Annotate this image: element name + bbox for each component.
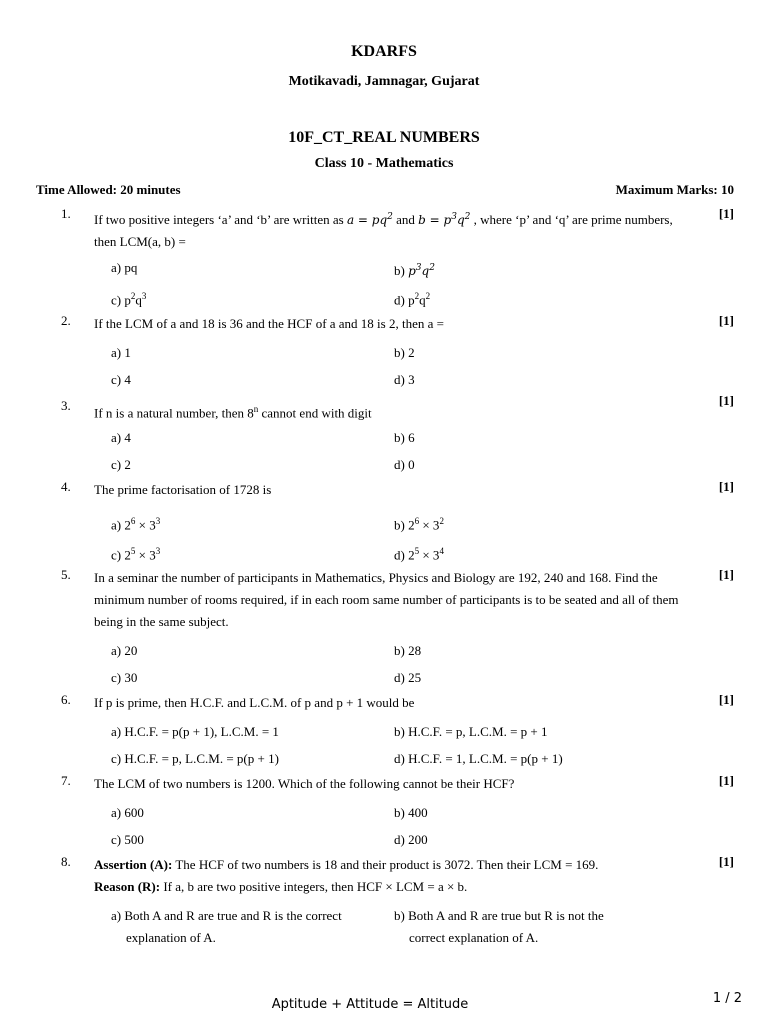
option-b[interactable]: b) H.C.F. = p, L.C.M. = p + 1 — [394, 724, 548, 739]
question-marks: [1] — [718, 313, 734, 328]
question-marks: [1] — [718, 773, 734, 788]
assertion-label: Assertion (A): — [94, 857, 173, 872]
option-a[interactable]: a) pq — [111, 260, 138, 275]
option-c[interactable]: c) $p^2q^3$ — [111, 291, 147, 308]
option-a[interactable]: a) 1 — [111, 345, 131, 360]
option-a[interactable]: a) $2^6 \times 3^3$ — [111, 516, 161, 533]
option-c[interactable]: c) H.C.F. = p, L.C.M. = p(p + 1) — [111, 751, 279, 766]
page-number: 1 / 2 — [712, 991, 742, 1006]
option-d[interactable]: d) $2^5 \times 3^4$ — [394, 546, 444, 563]
option-d[interactable]: d) H.C.F. = 1, L.C.M. = p(p + 1) — [394, 751, 563, 766]
paper-subject: Class 10 - Mathematics — [314, 156, 454, 171]
question-text — [94, 854, 706, 898]
maximum-marks: Maximum Marks: 10 — [615, 182, 734, 197]
option-c[interactable]: c) 500 — [111, 832, 144, 847]
option-b[interactable]: b) $p^3q^2$ — [394, 263, 435, 278]
option-b[interactable]: b) $2^6 \times 3^2$ — [394, 516, 444, 533]
option-a[interactable]: a) 4 — [111, 430, 131, 445]
question-text: The prime factorisation of 1728 is — [94, 482, 272, 497]
question-text: If the LCM of a and 18 is 36 and the HCF of a and 18 is 2, then a = — [94, 316, 444, 331]
question-number: 5. — [61, 567, 71, 582]
question-marks: [1] — [718, 854, 734, 869]
question-text: If two positive integers ‘a’ and ‘b’ are written as $a = pq^2$ and $b = p^3q^2$ , where ‘p’ and ‘q’ are prime numbers, then LCM(a, b) = — [94, 212, 673, 249]
question-marks: [1] — [718, 567, 734, 582]
question-number: 1. — [61, 206, 71, 221]
question-number: 2. — [61, 313, 71, 328]
option-c[interactable]: c) $2^5 \times 3^3$ — [111, 546, 161, 563]
question-text: If p is prime, then H.C.F. and L.C.M. of p and p + 1 would be — [94, 695, 415, 710]
option-d[interactable]: d) 0 — [394, 457, 415, 472]
option-a[interactable]: a) 600 — [111, 805, 144, 820]
paper-title: 10F_CT_REAL NUMBERS — [288, 129, 480, 146]
question-text: The LCM of two numbers is 1200. Which of the following cannot be their HCF? — [94, 776, 515, 791]
question-number: 3. — [61, 398, 71, 413]
school-address: Motikavadi, Jamnagar, Gujarat — [288, 74, 480, 89]
question-number: 8. — [61, 854, 71, 869]
question-marks: [1] — [718, 206, 734, 221]
option-b[interactable]: b) 6 — [394, 430, 415, 445]
question-number: 6. — [61, 692, 71, 707]
option-b[interactable]: b) 28 — [394, 643, 422, 658]
question-marks: [1] — [718, 393, 734, 408]
option-c[interactable]: c) 4 — [111, 372, 131, 387]
time-allowed: Time Allowed: 20 minutes — [36, 182, 181, 197]
question-text: In a seminar the number of participants in Mathematics, Physics and Biology are 192, 240 and 168. Find the minimum number of rooms required, if in each room same number of participants is to be seated and all of them being in the same subject. — [94, 570, 679, 629]
option-d[interactable]: d) $p^2q^2$ — [394, 291, 431, 308]
assertion-text: The HCF of two numbers is 18 and their product is 3072. Then their LCM = 169. — [172, 857, 599, 872]
option-c[interactable]: c) 2 — [111, 457, 131, 472]
reason-label: Reason (R): — [94, 879, 161, 894]
school-name: KDARFS — [351, 43, 417, 60]
option-b[interactable]: b) Both A and R are true but R is not the correct explanation of A. — [394, 908, 604, 945]
option-a[interactable]: a) Both A and R are true and R is the correct explanation of A. — [111, 908, 342, 945]
option-d[interactable]: d) 200 — [394, 832, 428, 847]
option-c[interactable]: c) 30 — [111, 670, 138, 685]
math-a: a = pq — [346, 213, 388, 227]
option-b[interactable]: b) 400 — [394, 805, 428, 820]
footer-motto: Aptitude + Attitude = Altitude — [271, 997, 469, 1012]
option-d[interactable]: d) 3 — [394, 372, 415, 387]
option-b[interactable]: b) 2 — [394, 345, 415, 360]
question-number: 4. — [61, 479, 71, 494]
question-text: If n is a natural number, then 8$^n$ cannot end with digit — [94, 404, 372, 421]
option-a[interactable]: a) 20 — [111, 643, 138, 658]
question-marks: [1] — [718, 479, 734, 494]
option-d[interactable]: d) 25 — [394, 670, 422, 685]
reason-text: If a, b are two positive integers, then HCF × LCM = a × b. — [160, 879, 468, 894]
option-a[interactable]: a) H.C.F. = p(p + 1), L.C.M. = 1 — [111, 724, 279, 739]
question-number: 7. — [61, 773, 71, 788]
math-b: b = p — [418, 213, 452, 227]
question-marks: [1] — [718, 692, 734, 707]
